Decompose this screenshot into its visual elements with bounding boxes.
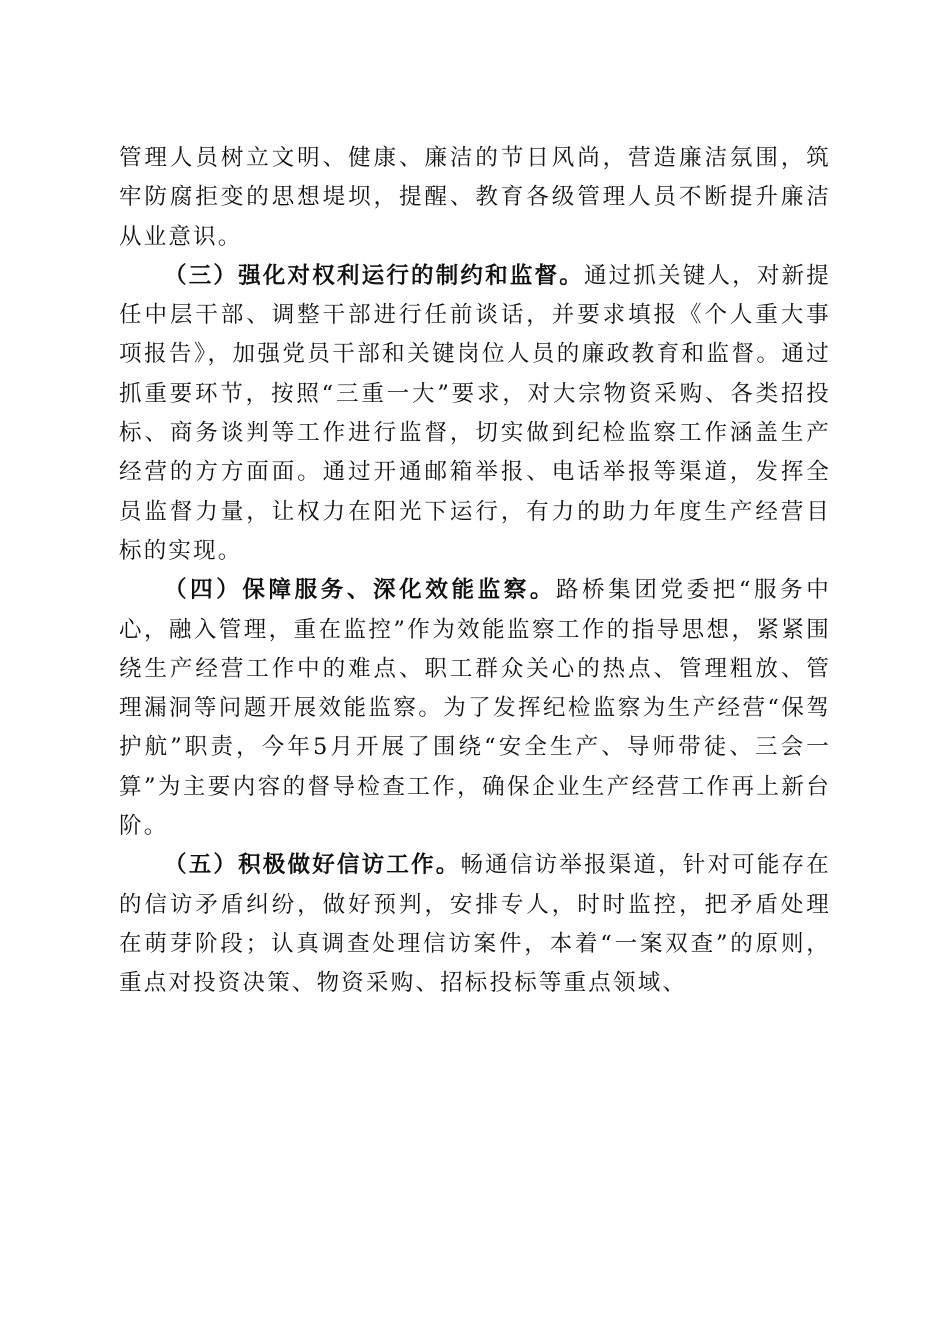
paragraph-section-four (119, 571, 831, 846)
section-heading: （五）积极做好信访工作。 (164, 852, 461, 879)
document-page (119, 139, 831, 1004)
paragraph-section-three (119, 257, 831, 571)
paragraph-continuation (119, 139, 831, 257)
paragraph-body: 管理人员树立文明、健康、廉洁的节日风尚，营造廉洁氛围，筑牢防腐拒变的思想堤坝，提醒、教育各级管理人员不断提升廉洁从业意识。 (119, 145, 831, 250)
section-heading: （三）强化对权利运行的制约和监督。 (164, 262, 584, 289)
paragraph-body: 路桥集团党委把“服务中心，融入管理，重在监控”作为效能监察工作的指导思想，紧紧围绕生产经营工作中的难点、职工群众关心的热点、管理粗放、管理漏洞等问题开展效能监察。为了发挥纪检监察为生产经营“保驾护航”职责，今年5月开展了围绕“安全生产、导师带徒、三会一算”为主要内容的督导检查工作，确保企业生产经营工作再上新台阶。 (119, 577, 832, 840)
paragraph-body: 通过抓关键人，对新提任中层干部、调整干部进行任前谈话，并要求填报《个人重大事项报告》，加强党员干部和关键岗位人员的廉政教育和监督。通过抓重要环节，按照“三重一大”要求，对大宗物资采购、各类招投标、商务谈判等工作进行监督，切实做到纪检监察工作涵盖生产经营的方方面面。通过开通邮箱举报、电话举报等渠道，发挥全员监督力量，让权力在阳光下运行，有力的助力年度生产经营目标的实现。 (119, 262, 831, 564)
paragraph-section-five (119, 846, 831, 1003)
paragraph-body: 畅通信访举报渠道，针对可能存在的信访矛盾纠纷，做好预判，安排专人，时时监控，把矛盾处理在萌芽阶段；认真调查处理信访案件，本着“一案双查”的原则，重点对投资决策、物资采购、招标投标等重点领域、 (119, 852, 831, 997)
section-heading: （四）保障服务、深化效能监察。 (164, 577, 556, 604)
